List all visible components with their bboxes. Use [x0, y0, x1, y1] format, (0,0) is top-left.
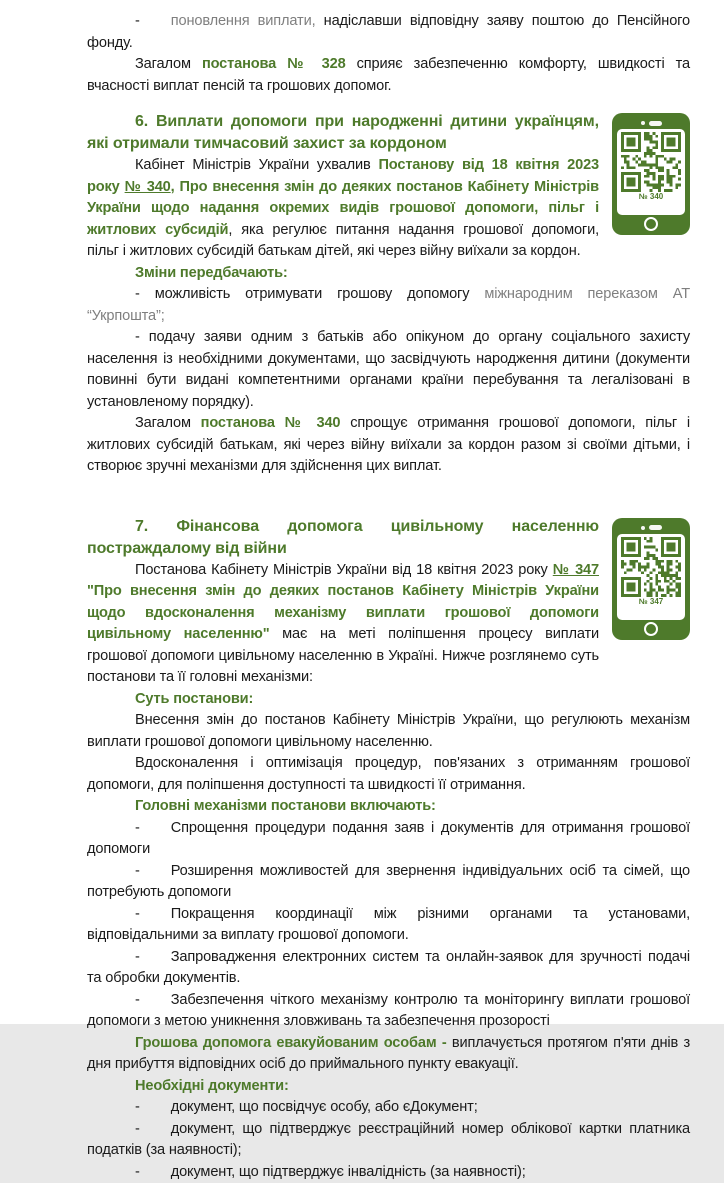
section-6-body: [87, 155, 690, 478]
bullet-dash: -: [135, 949, 140, 965]
paragraph: [87, 689, 690, 711]
text-run: Постанова Кабінету Міністрів України від 18 квітня 2023 року: [135, 562, 553, 578]
text-run: Загалом: [135, 56, 202, 72]
paragraph: [87, 861, 690, 904]
text-run: документ, що підтверджує інвалідність (за наявності);: [171, 1164, 526, 1180]
text-run: Запровадження електронних систем та онлайн-заявок для зручності подачі та обробки документів.: [87, 949, 690, 987]
text-run: має на меті поліпшення процесу виплати грошової допомоги цивільному населенню в Україні. Нижче розглянемо суть постанови та її головні механізми:: [87, 626, 599, 685]
text-run: Грошова допомога евакуйованим особам -: [135, 1035, 447, 1051]
text-run: виплачується протягом п'яти днів з дня прибуття відповідних осіб до приймального пункту евакуації.: [87, 1035, 690, 1073]
bullet-dash: -: [135, 1099, 140, 1115]
text-run: Розширення можливостей для звернення індивідуальних осіб та сімей, що потребують допомоги: [87, 863, 690, 901]
paragraph: [87, 1119, 690, 1162]
text-run: надіславши відповідну заяву поштою до Пенсійного фонду.: [87, 13, 690, 51]
text-run: - можливість отримувати грошову допомогу: [135, 286, 469, 302]
paragraph: [87, 904, 690, 947]
phone-graphic-347: [612, 518, 690, 640]
text-run: ,: [171, 179, 180, 195]
qr-label: № 340: [617, 192, 685, 202]
paragraph: [87, 11, 690, 54]
paragraph: [87, 990, 690, 1033]
paragraph: [87, 710, 690, 753]
home-button-icon: [644, 217, 658, 231]
paragraph: [87, 1097, 690, 1119]
paragraph: [87, 1033, 690, 1076]
text-run: Про внесення змін до деяких постанов Кабінету Міністрів України щодо надання окремих видів грошової допомоги, пільг і житлових субсидій: [87, 179, 599, 238]
paragraph: [87, 54, 690, 97]
text-run: Спрощення процедури подання заяв і документів для отримання грошової допомоги: [87, 820, 690, 858]
paragraph: [87, 413, 690, 478]
phone-frame: [612, 113, 690, 235]
text-run: Вдосконалення і оптимізація процедур, пов'язаних з отриманням грошової допомоги, для поліпшення доступності та швидкості її отримання.: [87, 755, 690, 793]
intro-block: [87, 11, 690, 97]
section-6-heading: 6. Виплати допомоги при народженні дитини українцям, які отримали тимчасовий захист за кордоном: [87, 111, 690, 155]
text-run: постанова № 328: [202, 56, 346, 72]
camera-dot-icon: [641, 121, 645, 125]
postanova-link[interactable]: № 347: [553, 562, 599, 578]
phone-frame: [612, 518, 690, 640]
paragraph: [87, 327, 690, 413]
section-6: [87, 111, 690, 478]
paragraph: [87, 560, 690, 689]
text-run: , яка регулює питання надання грошової допомоги, пільг і житлових субсидій батькам дітей, які через війну виїхали за кордон.: [87, 222, 599, 260]
text-run: Покращення координації між різними органами та установами, відповідальними за виплату грошової допомоги.: [87, 906, 690, 944]
paragraph: [87, 263, 690, 285]
qr-code-340: [621, 132, 681, 192]
bullet-dash: -: [135, 1164, 140, 1180]
text-run: Кабінет Міністрів України ухвалив: [135, 157, 378, 173]
section-7: [87, 516, 690, 1183]
text-run: Головні механізми постанови включають:: [135, 798, 436, 814]
phone-screen: [617, 129, 685, 215]
section-7-heading: 7. Фінансова допомога цивільному населенню постраждалому від війни: [87, 516, 690, 560]
paragraph: [87, 818, 690, 861]
paragraph: [87, 796, 690, 818]
text-run: документ, що підтверджує реєстраційний номер облікової картки платника податків (за наявності);: [87, 1121, 690, 1159]
paragraph: [87, 155, 690, 263]
camera-dot-icon: [641, 526, 645, 530]
text-run: - подачу заяви одним з батьків або опікуном до органу соціального захисту населення із необхідними документами, що засвідчують народження дитини (документи повинні бути видані компетентними органами країни перебування та легалізовані в установленому порядку).: [87, 329, 690, 410]
phone-graphic-340: [612, 113, 690, 235]
qr-code-347: [621, 537, 681, 597]
paragraph: [87, 1076, 690, 1098]
text-run: Постанову від 18 квітня 2023 року: [87, 157, 599, 195]
text-run: "Про внесення змін до деяких постанов Кабінету Міністрів України щодо вдосконалення механізму виплати грошової допомоги цивільному населенню": [87, 583, 599, 642]
paragraph: [87, 947, 690, 990]
phone-screen: [617, 534, 685, 620]
text-run: сприяє забезпеченню комфорту, швидкості та вчасності виплат пенсій та грошових допомог.: [87, 56, 690, 94]
postanova-link[interactable]: № 340: [125, 179, 171, 195]
paragraph: [87, 753, 690, 796]
paragraph: [87, 284, 690, 327]
text-run: Внесення змін до постанов Кабінету Міністрів України, що регулюють механізм виплати грошової допомоги цивільному населенню.: [87, 712, 690, 750]
text-run: спрощує отримання грошової допомоги, пільг і житлових субсидій батькам, які через війну виїхали за кордон разом зі своїми дітьми, і створює зручні механізми для здійснення цих виплат.: [87, 415, 690, 474]
bullet-dash: -: [135, 906, 140, 922]
section-7-body: [87, 560, 690, 1183]
qr-label: № 347: [617, 597, 685, 607]
bullet-dash: -: [135, 1121, 140, 1137]
bullet-dash: -: [135, 863, 140, 879]
text-run: Необхідні документи:: [135, 1078, 289, 1094]
text-run: Забезпечення чіткого механізму контролю та моніторингу виплати грошової допомоги з метою уникнення зловживань та забезпечення прозорості: [87, 992, 690, 1030]
text-run: документ, що посвідчує особу, або єДокумент;: [171, 1099, 478, 1115]
text-run: Суть постанови:: [135, 691, 253, 707]
bullet-dash: -: [135, 820, 140, 836]
speaker-bar-icon: [649, 525, 662, 530]
text-run: поновлення виплати,: [171, 13, 316, 29]
home-button-icon: [644, 622, 658, 636]
text-run: міжнародним переказом АТ “Укрпошта”;: [87, 286, 690, 324]
speaker-bar-icon: [649, 121, 662, 126]
bullet-dash: -: [135, 992, 140, 1008]
text-run: Зміни передбачають:: [135, 265, 288, 281]
text-run: постанова № 340: [201, 415, 341, 431]
paragraph: [87, 1162, 690, 1183]
text-run: Загалом: [135, 415, 201, 431]
bullet-dash: -: [135, 13, 140, 29]
